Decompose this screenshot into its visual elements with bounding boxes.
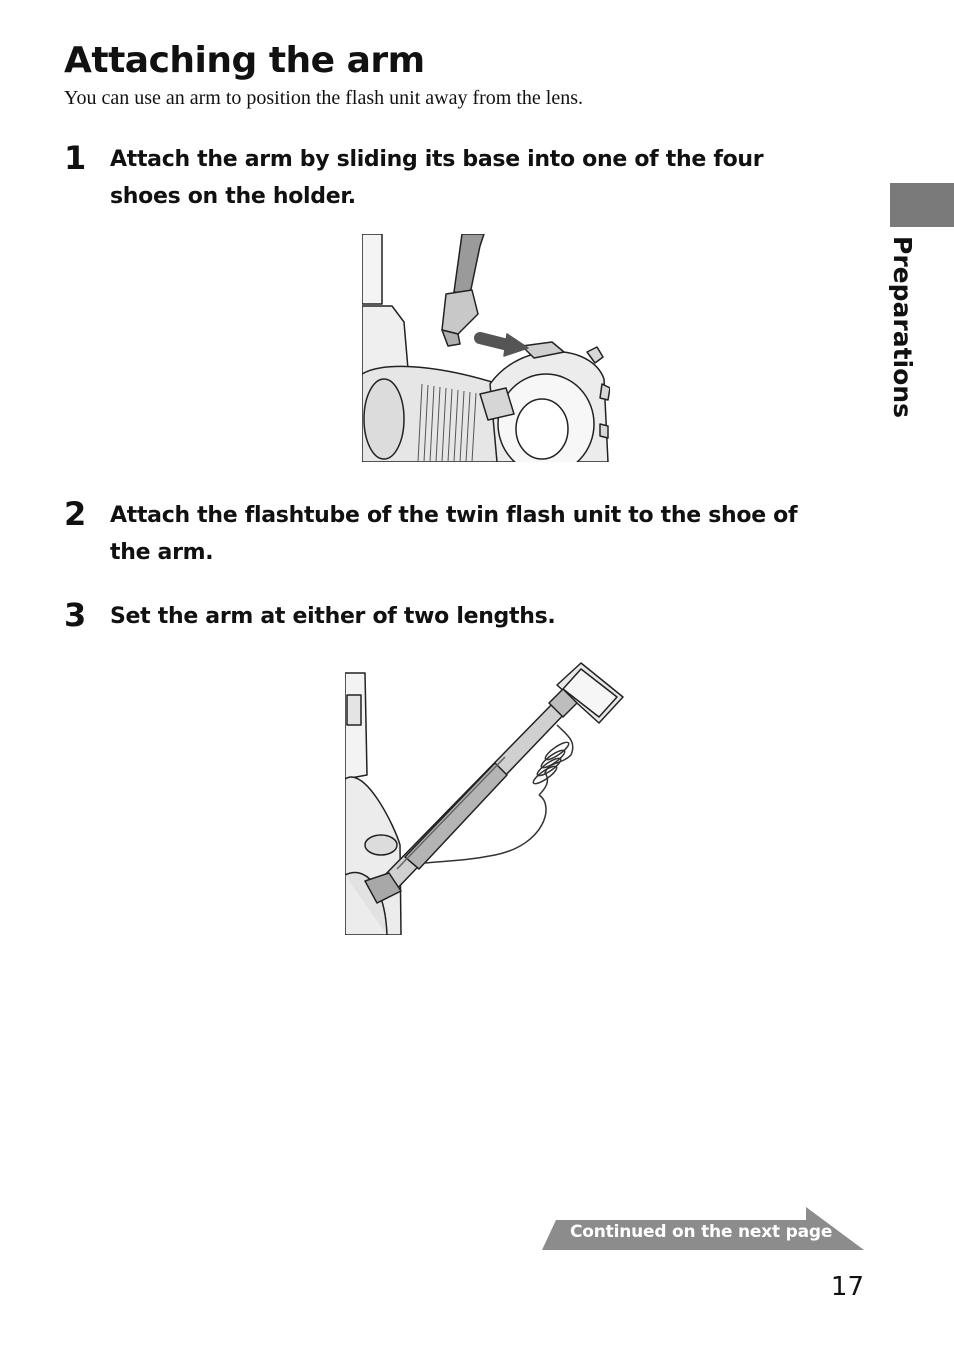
step-3-number: 3 — [64, 596, 87, 634]
intro-text: You can use an arm to position the flash unit away from the lens. — [64, 87, 583, 109]
arm-attach-illustration — [362, 234, 610, 462]
page-title: Attaching the arm — [64, 40, 425, 81]
step-2-number: 2 — [64, 495, 87, 533]
section-tab-marker — [890, 183, 954, 227]
page-number: 17 — [830, 1272, 864, 1302]
continued-text: Continued on the next page — [570, 1222, 833, 1242]
step-2-text: Attach the flashtube of the twin flash unit to the shoe of the arm. — [110, 503, 798, 565]
step-1-text: Attach the arm by sliding its base into one of the four shoes on the holder. — [110, 147, 764, 209]
section-tab-text: Preparations — [888, 236, 917, 418]
arm-length-illustration — [345, 655, 635, 935]
section-tab-label — [880, 236, 944, 426]
continued-banner — [542, 1207, 864, 1251]
step-3-text: Set the arm at either of two lengths. — [110, 604, 556, 629]
step-1-number: 1 — [64, 139, 87, 177]
